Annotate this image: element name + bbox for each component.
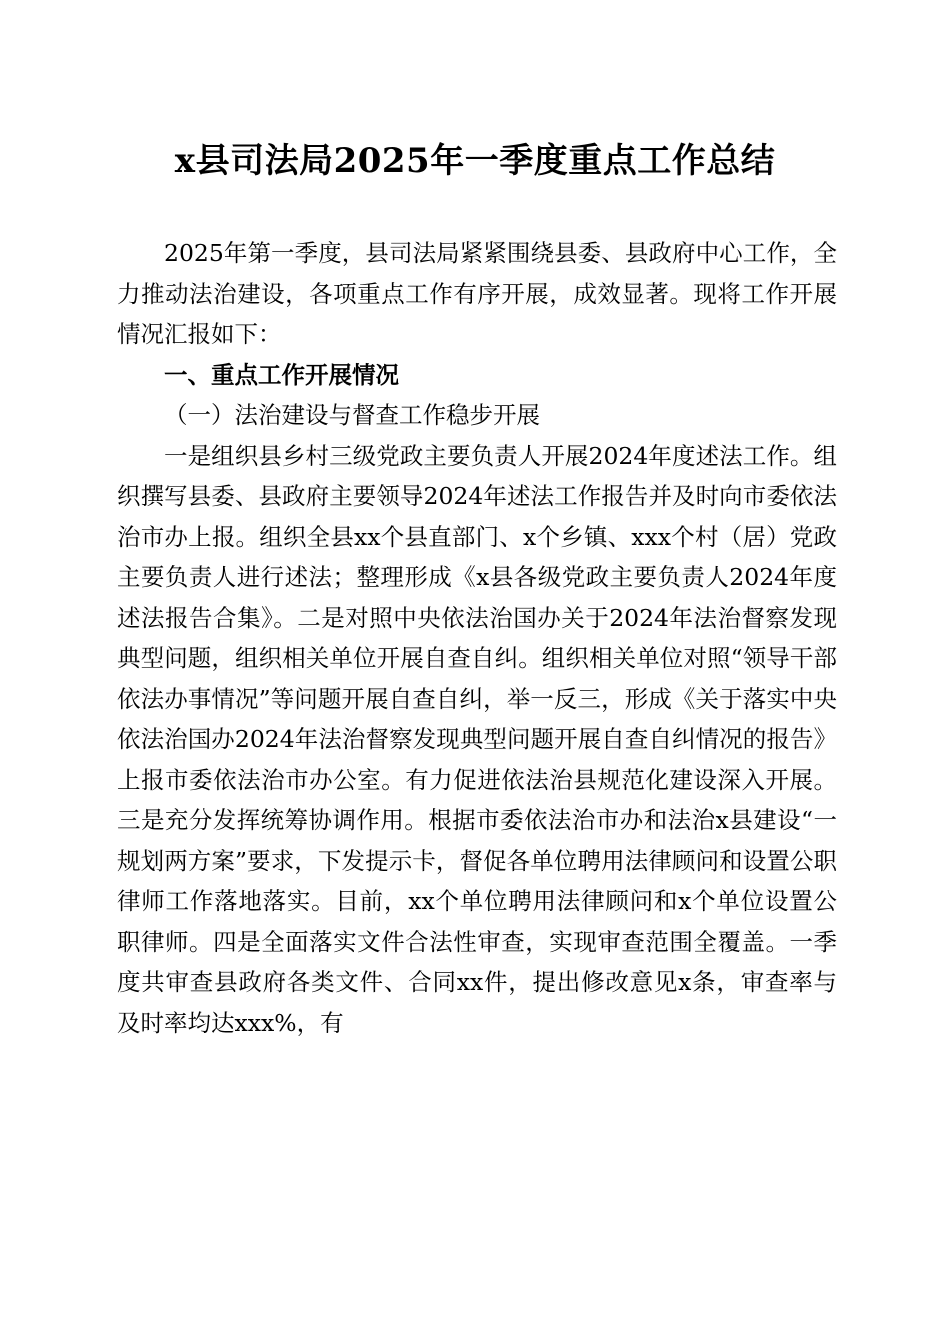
intro-paragraph: 2025年第一季度，县司法局紧紧围绕县委、县政府中心工作，全力推动法治建设，各项重点工作有序开展，成效显著。现将工作开展情况汇报如下： bbox=[117, 239, 837, 348]
section-heading: 一、重点工作开展情况 bbox=[164, 360, 399, 389]
document-title: x县司法局2025年一季度重点工作总结 bbox=[174, 141, 776, 181]
document-body bbox=[117, 233, 837, 1043]
body-paragraph: 一是组织县乡村三级党政主要负责人开展2024年度述法工作。组织撰写县委、县政府主要领导2024年述法工作报告并及时向市委依法治市办上报。组织全县xx个县直部门、x个乡镇、xxx个村（居）党政主要负责人进行述法；整理形成《x县各级党政主要负责人2024年度述法报告合集》。二是对照中央依法治国办关于2024年法治督察发现典型问题，组织相关单位开展自查自纠。组织相关单位对照“领导干部依法办事情况”等问题开展自查自纠，举一反三，形成《关于落实中央依法治国办2024年法治督察发现典型问题开展自查自纠情况的报告》上报市委依法治市办公室。有力促进依法治县规范化建设深入开展。三是充分发挥统筹协调作用。根据市委依法治市办和法治x县建设“一规划两方案”要求，下发提示卡，督促各单位聘用法律顾问和设置公职律师工作落地落实。目前，xx个单位聘用法律顾问和x个单位设置公职律师。四是全面落实文件合法性审查，实现审查范围全覆盖。一季度共审查县政府各类文件、合同xx件，提出修改意见x条，审查率与及时率均达xxx%，有 bbox=[117, 441, 837, 1037]
subsection-heading: （一）法治建设与督查工作稳步开展 bbox=[164, 401, 540, 429]
